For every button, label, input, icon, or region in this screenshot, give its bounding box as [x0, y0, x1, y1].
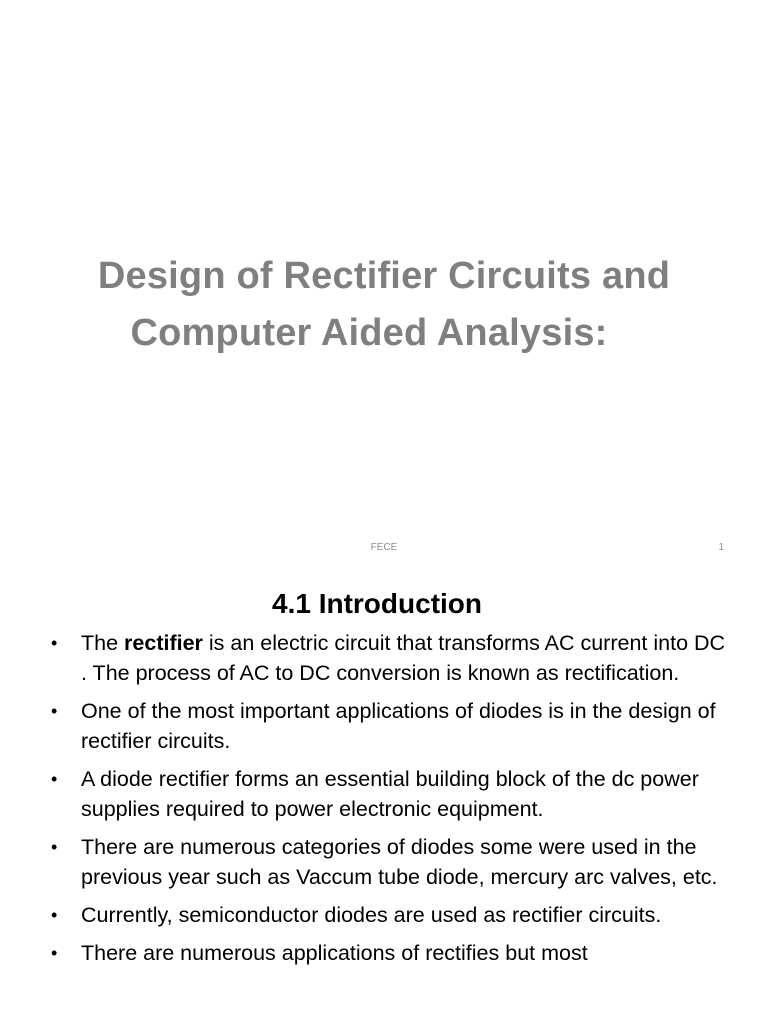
- bullet-item: [0, 696, 768, 756]
- page-number: 1: [718, 542, 724, 553]
- bullet-icon: •: [51, 769, 58, 789]
- slide-title-line-2: Computer Aided Analysis:: [130, 312, 608, 354]
- bullet-item: [0, 764, 768, 824]
- bullet-prefix: The: [81, 631, 125, 655]
- bullet-item: [0, 938, 768, 968]
- bullet-item: [0, 832, 768, 892]
- bullet-text: Currently, semiconductor diodes are used as rectifier circuits.: [81, 903, 662, 927]
- bullet-item: [0, 900, 768, 930]
- bullet-text: A diode rectifier forms an essential building block of the dc power supplies required to power electronic equipment.: [81, 767, 699, 821]
- bullet-item: [0, 628, 768, 688]
- slide-footer: FECE: [370, 542, 398, 553]
- bullet-icon: •: [51, 943, 58, 963]
- bullet-text: One of the most important applications of diodes is in the design of rectifier circuits.: [81, 699, 716, 753]
- section-heading: 4.1 Introduction: [272, 588, 482, 619]
- bullet-icon: •: [51, 701, 58, 721]
- bullet-list: [0, 628, 768, 976]
- content-slide: [0, 576, 768, 1024]
- slide-title-line-1: Design of Rectifier Circuits and: [97, 255, 671, 297]
- slide-title: [60, 248, 708, 362]
- bullet-icon: •: [51, 905, 58, 925]
- bullet-text: There are numerous categories of diodes some were used in the previous year such as Vaccum tube diode, mercury arc valves, etc.: [81, 835, 718, 889]
- bullet-bold-term: rectifier: [124, 631, 203, 655]
- bullet-text: is an electric circuit that transforms AC current into DC . The process of AC to DC conversion is known as rectification.: [81, 631, 726, 685]
- bullet-text: There are numerous applications of rectifies but most: [81, 941, 588, 965]
- bullet-icon: •: [51, 837, 58, 857]
- bullet-icon: •: [51, 633, 58, 653]
